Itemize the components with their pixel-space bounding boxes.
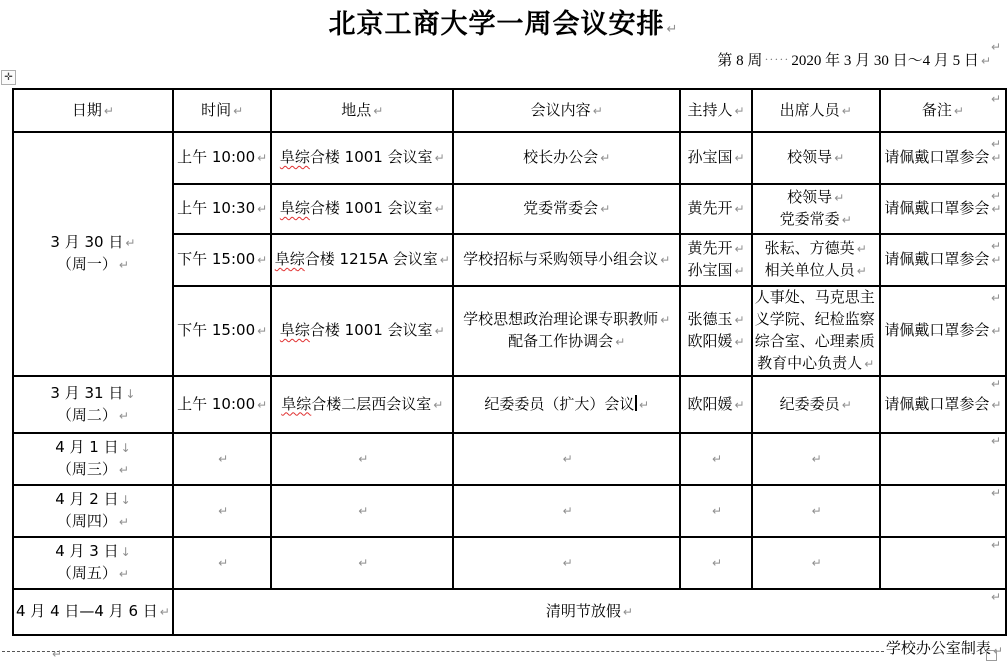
pilcrow-mark: ↵ xyxy=(358,452,369,466)
cell-text: 张耘、方德英 xyxy=(764,239,855,257)
spellcheck-text: 阜综 xyxy=(281,394,312,413)
pilcrow-mark: ↵ xyxy=(991,40,1002,54)
cell-note[interactable] xyxy=(880,537,1006,589)
row-end-mark: ↵ xyxy=(991,92,1002,106)
pilcrow-mark: ↵ xyxy=(991,397,1002,412)
schedule-table xyxy=(12,88,1007,636)
row-end-mark: ↵ xyxy=(991,377,1002,391)
cell-text: 下午 15:00 xyxy=(177,321,256,339)
pilcrow-mark: ↵ xyxy=(811,504,822,518)
date-range: 2020 年 3 月 30 日～4 月 5 日 xyxy=(791,53,979,69)
pilcrow-mark: ↵ xyxy=(856,264,867,278)
dashed-rule xyxy=(2,651,884,652)
cell-text: 3 月 30 日 xyxy=(50,233,124,251)
header-text: 会议内容 xyxy=(530,100,591,119)
footer-note[interactable]: 学校办公室制表 xyxy=(885,639,991,657)
spellcheck-text: 阜综 xyxy=(274,250,305,268)
spellcheck-text: 阜综 xyxy=(279,321,310,339)
pilcrow-mark: ↵ xyxy=(434,324,445,338)
cell-time[interactable] xyxy=(173,286,272,376)
doc-title-text: 北京工商大学一周会议安排 xyxy=(328,9,665,40)
cell-content[interactable] xyxy=(453,234,680,286)
cell-text: 4 月 4 日—4 月 6 日 xyxy=(16,602,158,620)
pilcrow-mark: ↵ xyxy=(257,324,268,338)
cell-time[interactable] xyxy=(173,537,272,589)
cell-host[interactable] xyxy=(680,485,751,537)
row-end-mark: ↵ xyxy=(991,590,1002,604)
pilcrow-mark: ↵ xyxy=(600,151,611,165)
pilcrow-mark: ↵ xyxy=(666,22,679,37)
page-corner-square xyxy=(986,650,997,661)
cell-text: 4 月 1 日 xyxy=(55,438,119,456)
header-text: 备注 xyxy=(921,100,952,119)
cell-content[interactable] xyxy=(453,537,680,589)
pilcrow-mark: ↵ xyxy=(734,264,745,278)
cell-text: 相关单位人员 xyxy=(764,261,855,279)
doc-subtitle[interactable] xyxy=(717,49,991,70)
row-end-mark: ↵ xyxy=(991,137,1002,151)
pilcrow-mark: ↵ xyxy=(600,202,611,216)
header-text: 日期 xyxy=(71,100,102,119)
cell-time[interactable] xyxy=(173,132,272,184)
pilcrow-mark: ↵ xyxy=(615,335,626,349)
pilcrow-mark: ↵ xyxy=(734,103,745,118)
cell-text: 合楼 1001 会议室 xyxy=(309,148,433,166)
cell-note[interactable] xyxy=(880,184,1006,234)
pilcrow-mark: ↵ xyxy=(834,191,845,205)
row-end-mark: ↵ xyxy=(991,434,1002,448)
header-cell-place[interactable] xyxy=(271,89,453,132)
week-label: 第 8 周 xyxy=(717,53,763,69)
cell-text: 请佩戴口罩参会 xyxy=(884,250,990,268)
header-cell-note[interactable] xyxy=(880,89,1006,132)
cell-content[interactable] xyxy=(453,485,680,537)
cell-text: 纪委委员 xyxy=(779,394,840,413)
cell-attendees[interactable] xyxy=(752,234,880,286)
cell-note[interactable] xyxy=(880,234,1006,286)
pilcrow-mark: ↵ xyxy=(711,452,723,466)
table-row xyxy=(13,537,1006,589)
cell-text: 综合室、心理素质 xyxy=(754,332,875,350)
cell-content[interactable] xyxy=(453,376,680,433)
pilcrow-mark: ↵ xyxy=(118,463,129,477)
cell-text: 欧阳媛 xyxy=(687,332,733,350)
header-cell-time[interactable] xyxy=(173,89,272,132)
cell-content[interactable] xyxy=(453,286,680,376)
pilcrow-mark: ↵ xyxy=(257,253,268,267)
cell-date-apr3[interactable] xyxy=(13,537,173,589)
pilcrow-mark: ↵ xyxy=(118,258,129,272)
pilcrow-mark: ↵ xyxy=(841,103,852,118)
pilcrow-mark: ↵ xyxy=(841,213,852,227)
pilcrow-mark: ↵ xyxy=(980,54,991,68)
pilcrow-mark: ↵ xyxy=(841,397,852,412)
pilcrow-mark: ↵ xyxy=(660,253,671,267)
header-cell-attendees[interactable] xyxy=(752,89,880,132)
cell-note[interactable] xyxy=(880,433,1006,485)
cell-attendees[interactable] xyxy=(752,286,880,376)
cell-time[interactable] xyxy=(173,433,272,485)
cell-place[interactable] xyxy=(271,286,453,376)
pilcrow-mark: ↵ xyxy=(711,504,723,518)
cell-text: 上午 10:00 xyxy=(177,394,256,413)
pilcrow-mark: ↵ xyxy=(864,357,875,371)
cell-text: 下午 15:00 xyxy=(177,250,256,268)
cell-text: 合楼 1001 会议室 xyxy=(309,321,433,339)
pilcrow-mark: ↵ xyxy=(734,397,745,412)
cell-time[interactable] xyxy=(173,234,272,286)
cell-content[interactable] xyxy=(453,132,680,184)
row-end-mark: ↵ xyxy=(991,291,1002,305)
cell-text: （周三） xyxy=(56,460,117,478)
pilcrow-mark: ↵ xyxy=(734,242,745,256)
cell-attendees[interactable] xyxy=(752,537,880,589)
cell-date-apr2[interactable] xyxy=(13,485,173,537)
pilcrow-mark: ↵ xyxy=(257,397,268,412)
cell-attendees[interactable] xyxy=(752,433,880,485)
cell-place[interactable] xyxy=(271,184,453,234)
pilcrow-mark: ↵ xyxy=(433,397,444,412)
cell-place[interactable] xyxy=(271,537,453,589)
pilcrow-mark: ↵ xyxy=(622,605,633,619)
cell-note[interactable] xyxy=(880,485,1006,537)
cell-host[interactable] xyxy=(680,234,751,286)
cell-host[interactable] xyxy=(680,376,751,433)
cell-text: 合楼二层西会议室 xyxy=(311,394,432,413)
cell-text: 党委常委会 xyxy=(523,199,599,217)
linebreak-mark: ↓ xyxy=(120,493,131,507)
cell-text: 学校思想政治理论课专职教师 xyxy=(463,310,659,328)
pilcrow-mark: ↵ xyxy=(434,151,445,165)
table-row xyxy=(13,589,1006,635)
cell-text: （周一） xyxy=(56,255,117,273)
cell-text: 学校招标与采购领导小组会议 xyxy=(463,250,659,268)
spellcheck-text: 阜综 xyxy=(279,199,310,217)
doc-title[interactable] xyxy=(0,2,1007,41)
footer xyxy=(2,637,1003,658)
cell-attendees[interactable] xyxy=(752,184,880,234)
header-cell-host[interactable] xyxy=(680,89,751,132)
cell-place[interactable] xyxy=(271,433,453,485)
row-end-mark: ↵ xyxy=(991,538,1002,552)
cell-host[interactable] xyxy=(680,537,751,589)
pilcrow-mark: ↵ xyxy=(734,151,745,165)
cell-place[interactable] xyxy=(271,234,453,286)
cell-date-mar30[interactable] xyxy=(13,132,173,376)
pilcrow-mark: ↵ xyxy=(592,103,603,118)
pilcrow-mark: ↵ xyxy=(734,202,745,216)
cell-text: 合楼 1001 会议室 xyxy=(309,199,433,217)
cell-text: 请佩戴口罩参会 xyxy=(884,394,990,413)
pilcrow-mark: ↵ xyxy=(734,313,745,327)
pilcrow-mark: ↵ xyxy=(233,103,244,118)
pilcrow-mark: ↵ xyxy=(834,151,845,165)
pilcrow-mark: ↵ xyxy=(118,408,129,423)
pilcrow-mark: ↵ xyxy=(103,103,114,118)
header-cell-content[interactable] xyxy=(453,89,680,132)
cell-text: 义学院、纪检监察 xyxy=(754,310,875,328)
pilcrow-mark: ↵ xyxy=(52,647,63,661)
cell-text: 3 月 31 日 xyxy=(50,383,124,402)
cell-text: 人事处、马克思主 xyxy=(754,288,875,306)
cell-text: （周四） xyxy=(56,512,117,530)
header-text: 主持人 xyxy=(687,100,733,119)
cell-text: 4 月 3 日 xyxy=(55,542,119,560)
header-row xyxy=(13,89,1006,132)
cell-text: 孙宝国 xyxy=(687,261,733,279)
pilcrow-mark: ↵ xyxy=(562,452,573,466)
pilcrow-mark: ↵ xyxy=(257,202,268,216)
pilcrow-mark: ↵ xyxy=(638,397,649,412)
pilcrow-mark: ↵ xyxy=(159,605,170,619)
pilcrow-mark: ↵ xyxy=(125,236,136,250)
cell-place[interactable] xyxy=(271,485,453,537)
cell-text: 黄先开 xyxy=(687,239,733,257)
linebreak-mark: ↓ xyxy=(120,441,131,455)
cell-text: 合楼 1215A 会议室 xyxy=(304,250,438,268)
dot-leader: ····· xyxy=(764,52,790,66)
cell-content[interactable] xyxy=(453,184,680,234)
pilcrow-mark: ↵ xyxy=(953,103,964,118)
cell-text: 请佩戴口罩参会 xyxy=(884,148,990,166)
cell-text: 校长办公会 xyxy=(523,148,599,166)
cell-text: 上午 10:00 xyxy=(177,148,256,166)
cell-attendees[interactable] xyxy=(752,132,880,184)
cell-content[interactable] xyxy=(453,433,680,485)
cell-host[interactable] xyxy=(680,286,751,376)
pilcrow-mark: ↵ xyxy=(118,515,129,529)
pilcrow-mark: ↵ xyxy=(358,504,369,518)
cell-text: （周五） xyxy=(56,564,117,582)
cell-text: 孙宝国 xyxy=(687,148,733,166)
pilcrow-mark: ↵ xyxy=(358,556,369,570)
pilcrow-mark: ↵ xyxy=(218,556,229,570)
pilcrow-mark: ↵ xyxy=(991,324,1002,338)
cell-text: （周二） xyxy=(56,405,117,424)
cell-attendees[interactable] xyxy=(752,485,880,537)
pilcrow-mark: ↵ xyxy=(991,253,1002,267)
linebreak-mark: ↓ xyxy=(125,386,136,401)
pilcrow-mark: ↵ xyxy=(811,452,822,466)
cell-host[interactable] xyxy=(680,184,751,234)
table-move-handle-icon[interactable]: ✛ xyxy=(1,70,16,85)
header-text: 出席人员 xyxy=(779,100,840,119)
cell-text: 欧阳媛 xyxy=(687,394,733,413)
pilcrow-mark: ↵ xyxy=(562,556,573,570)
cell-host[interactable] xyxy=(680,132,751,184)
cell-place[interactable] xyxy=(271,132,453,184)
cell-text: 请佩戴口罩参会 xyxy=(884,199,990,217)
pilcrow-mark: ↵ xyxy=(811,556,822,570)
cell-date-apr1[interactable] xyxy=(13,433,173,485)
pilcrow-mark: ↵ xyxy=(562,504,573,518)
table-row xyxy=(13,376,1006,433)
pilcrow-mark: ↵ xyxy=(992,644,1003,658)
header-text: 地点 xyxy=(341,100,372,119)
spellcheck-text: 阜综 xyxy=(279,148,310,166)
cell-text: 配备工作协调会 xyxy=(508,332,614,350)
pilcrow-mark: ↵ xyxy=(257,151,268,165)
cell-text: 上午 10:30 xyxy=(177,199,256,217)
row-end-mark: ↵ xyxy=(991,239,1002,253)
cell-text: 校领导 xyxy=(787,188,833,206)
cell-holiday[interactable] xyxy=(173,589,1006,635)
cell-text: 张德玉 xyxy=(687,310,733,328)
cell-text: 纪委委员（扩大）会议 xyxy=(484,394,635,413)
pilcrow-mark: ↵ xyxy=(856,242,867,256)
pilcrow-mark: ↵ xyxy=(660,313,671,327)
table-row xyxy=(13,485,1006,537)
pilcrow-mark: ↵ xyxy=(118,567,129,581)
cell-date-apr4-6[interactable] xyxy=(13,589,173,635)
cell-text: 4 月 2 日 xyxy=(55,490,119,508)
pilcrow-mark: ↵ xyxy=(991,151,1002,165)
cell-text: 清明节放假 xyxy=(545,602,621,620)
pilcrow-mark: ↵ xyxy=(991,202,1002,216)
cell-note[interactable] xyxy=(880,376,1006,433)
cell-text: 党委常委 xyxy=(779,210,840,228)
pilcrow-mark: ↵ xyxy=(434,202,445,216)
pilcrow-mark: ↵ xyxy=(439,253,450,267)
row-end-mark: ↵ xyxy=(991,189,1002,203)
cell-text: 黄先开 xyxy=(687,199,733,217)
pilcrow-mark: ↵ xyxy=(218,452,229,466)
pilcrow-mark: ↵ xyxy=(711,556,723,570)
cell-text: 请佩戴口罩参会 xyxy=(884,321,990,339)
cell-note[interactable] xyxy=(880,132,1006,184)
table-row xyxy=(13,132,1006,184)
cell-text: 校领导 xyxy=(787,148,833,166)
cell-time[interactable] xyxy=(173,485,272,537)
pilcrow-mark: ↵ xyxy=(373,103,384,118)
cell-note[interactable] xyxy=(880,286,1006,376)
table-row xyxy=(13,433,1006,485)
linebreak-mark: ↓ xyxy=(120,545,131,559)
cell-host[interactable] xyxy=(680,433,751,485)
text-cursor xyxy=(635,395,637,411)
pilcrow-mark: ↵ xyxy=(734,335,745,349)
header-cell-date[interactable] xyxy=(13,89,173,132)
cell-time[interactable] xyxy=(173,376,272,433)
row-end-mark: ↵ xyxy=(991,486,1002,500)
pilcrow-mark: ↵ xyxy=(218,504,229,518)
cell-attendees[interactable] xyxy=(752,376,880,433)
cell-time[interactable] xyxy=(173,184,272,234)
cell-text: 教育中心负责人 xyxy=(757,354,863,372)
cell-date-mar31[interactable] xyxy=(13,376,173,433)
header-text: 时间 xyxy=(201,100,232,119)
cell-place[interactable] xyxy=(271,376,453,433)
